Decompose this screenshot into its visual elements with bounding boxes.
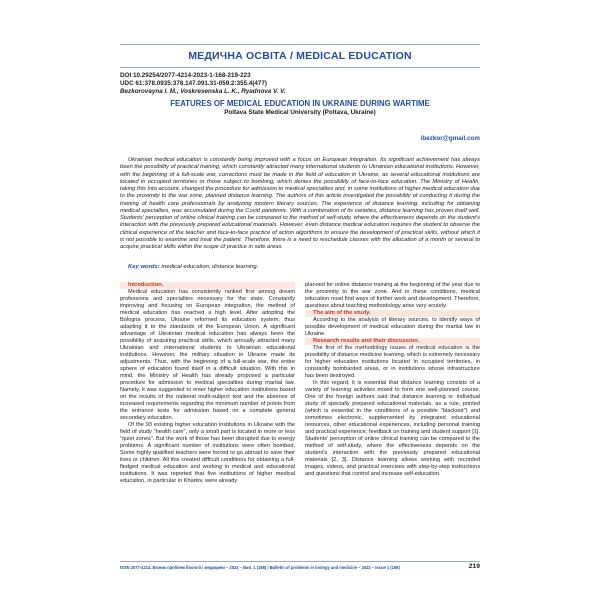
section-title: МЕДИЧНА ОСВІТА / MEDICAL EDUCATION bbox=[188, 50, 412, 62]
keywords-text: medical education, distance learning. bbox=[161, 264, 259, 270]
paragraph: According to the analysis of literary sources, to identify ways of possible development of medical education during the martial law in Ukraine. bbox=[305, 317, 480, 338]
page-footer bbox=[120, 561, 480, 574]
body-column-left bbox=[120, 282, 295, 485]
body-column-right bbox=[305, 282, 480, 478]
abstract: Ukrainian medical education is constantly being improved with a focus on European integration. Its significant achievement has always been the possibility of practical training, which constantly attracted many international students to Ukrainian educational institutions. However, with the beginning of a full-scale war, corrections must be made in the field of education in Ukraine, as several educational institutions are located in occupied territories or those subject to bombing, which denies the possibility of face-to-face education. The Ministry of Health, taking this into account, changed the procedure for admission to medical specialties and, in some institutions of higher medical education due to the proximity to the war zone, planned distance learning. The authors of this article investigated the possibility of conducting it during the training of health care professionals by analyzing modern literary sources. The experience of distance learning, including for obtaining medical specialties, was accumulated during the Covid pandemic. With a combination of its varieties, distance learning has proven itself well. Students' perception of online clinical training can be compared to the method of self-study, where the effectiveness depends on the student's interaction with the previously prepared educational materials. However, even distance medical education requires the student to observe the clinical experience of the teacher and face-to-face practice of action algorithms to ensure the development of practical skills, without which it is not possible to examine and treat the patient. Therefore, there is a need to reschedule classes with the allocation of a month or several to acquire practical skills within the scope of practice in safe areas. bbox=[120, 157, 480, 250]
aim-heading: The aim of the study. bbox=[305, 310, 480, 317]
paragraph: In this regard, it is essential that distance learning consists of a variety of learning activities mixed to form one well-planned course. One of the foreign authors said that distance learning is: individual study of specially prepared educational materials, as a rule, printed (which is essential in the conditions of a possible "blackout") and sometimes electronic, supplemented by integrated educational resources, other educational experiences, including personal training and practical experience, feedback on training and student support [1]. Students' perception of online clinical training can be compared to the method of self-study, where the effectiveness depends on the student's interaction with the previously prepared educational materials [2, 3]. Distance learning allows working with recorded images, videos, and practical exercises with step-by-step instructions and questions that control and increase self-education. bbox=[305, 380, 480, 478]
affiliation: Poltava State Medical University (Poltava, Ukraine) bbox=[224, 109, 376, 116]
paragraph: Of the 93 existing higher education institutions in Ukraine with the field of study "health care", only a small part is located in more or less "quiet zones". But the work of those has been disrupted due to energy problems. A significant number of institutions were often bombed. Some highly qualified teachers were forced to go abroad to save their lives or children. All this created difficult conditions for obtaining a full-fledged medical education and working in medical and educational institutions. It was reported that five institutions of higher medical education, in particular in Kharkiv, were already bbox=[120, 422, 295, 485]
doi-line: DOI 10.29254/2077-4214-2023-1-168-219-223 bbox=[120, 72, 251, 79]
paragraph: planned for online distance training at the beginning of the year due to the proximity to the war zone. And in these conditions, medical education must find ways of further work and development. Therefore, questions about teaching methodology arise very acutely. bbox=[305, 282, 480, 310]
keywords-line bbox=[128, 264, 258, 270]
author-email: ibezkor@gmail.com bbox=[420, 135, 480, 142]
udc-line: UDC 61:378.0935:378.147.091.31-059.2:355.4(477) bbox=[120, 80, 268, 87]
paragraph: The first of the methodology issues of medical education is the possibility of distance medicine learning, which is extremely necessary for higher education institutions located in occupied territories, in constantly bombarded areas, or in institutions whose infrastructure has been destroyed. bbox=[305, 345, 480, 380]
introduction-heading: Introduction. bbox=[120, 282, 295, 289]
paragraph: Medical education has consistently ranked first among dream professions and specialties necessary for the state. Constantly improving and focusing on European integration, the method of medical education has reached a high level. After adopting the Bologna process, Ukraine reformed its education system, thus adapting it to the standards of the European Union. A significant advantage of Ukrainian medical education has always been the possibility of acquiring practical skills, which annually attracted many Ukrainian and international students to Ukrainian educational institutions. However, the military situation in Ukraine made its adjustments. Thus, with the beginning of a full-scale war, the entire sphere of education found itself in a difficult situation. With this in mind, the Ministry of Health has already proposed a particular procedure for admission to medical specialties during martial law. Namely, it was suggested to enter higher education institutions based on the results of the national multi-subject test and the absence of increased requirements regarding the minimum number of points from the entrance tests for admission based on a complete general secondary education. bbox=[120, 289, 295, 422]
results-heading: Research results and their discussion. bbox=[305, 338, 480, 345]
section-header bbox=[120, 44, 480, 68]
authors-line: Bezkorovayna I. M., Voskresenska L. K., Ryadnova V. V. bbox=[120, 88, 286, 95]
article-title: FEATURES OF MEDICAL EDUCATION IN UKRAINE DURING WARTIME bbox=[170, 99, 430, 108]
keywords-label: Key words: bbox=[128, 264, 160, 270]
footer-journal-info: ISSN 2077-4214. Вісник проблем біології і медицини – 2023 – Вип. 1 (168) / Bulletin of problems in biology and medicine – 2023 – Issue 1 (168) bbox=[120, 565, 400, 570]
page-number: 219 bbox=[468, 563, 480, 570]
